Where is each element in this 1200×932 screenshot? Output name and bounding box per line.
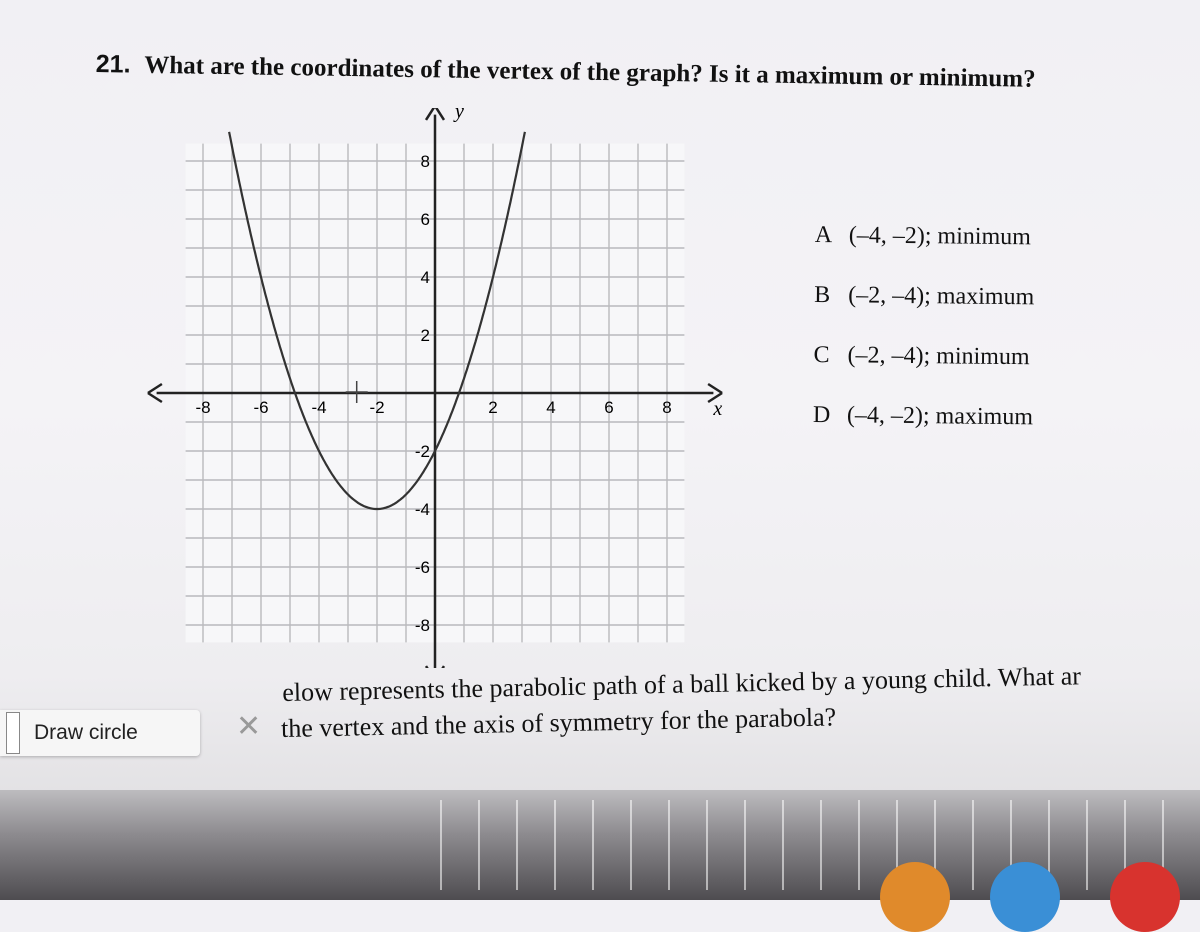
choice-b[interactable]: [814, 282, 1035, 344]
close-icon[interactable]: ✕: [236, 712, 266, 742]
y-axis-label: y: [453, 108, 464, 123]
choice-letter: A: [815, 222, 849, 249]
question-title: [96, 50, 1196, 96]
choice-a[interactable]: [814, 222, 1035, 284]
choice-c[interactable]: [813, 342, 1034, 404]
x-tick-label: -8: [195, 398, 210, 417]
choice-text: (–2, –4); maximum: [848, 282, 1034, 310]
x-tick-label: 6: [604, 398, 613, 417]
choice-letter: D: [813, 402, 847, 429]
y-tick-label: -4: [415, 500, 430, 519]
next-question-text: [282, 661, 1082, 750]
x-tick-label: 4: [546, 398, 555, 417]
y-tick-label: 4: [421, 268, 430, 287]
draw-circle-label: Draw circle: [34, 721, 138, 745]
question-number: 21.: [96, 50, 131, 79]
y-tick-label: 6: [421, 210, 430, 229]
y-tick-label: 8: [421, 152, 430, 171]
next-question-line-1: elow represents the parabolic path of a ball kicked by a young child. What ar: [282, 661, 1081, 714]
dock-app-icon-red[interactable]: [1110, 862, 1180, 932]
x-tick-label: -6: [253, 398, 268, 417]
choice-text: (–2, –4); minimum: [847, 342, 1029, 370]
dock-app-icon-orange[interactable]: [880, 862, 950, 932]
partial-graph-preview: [440, 800, 1200, 890]
choice-d[interactable]: [812, 402, 1033, 464]
y-tick-label: 2: [421, 326, 430, 345]
x-tick-label: -2: [369, 398, 384, 417]
color-swatch: [6, 712, 20, 754]
choice-letter: C: [813, 342, 847, 369]
choice-text: (–4, –2); maximum: [847, 402, 1033, 430]
x-tick-label: 2: [488, 398, 497, 417]
x-tick-label: 8: [662, 398, 671, 417]
dock-app-icon-blue[interactable]: [990, 862, 1060, 932]
x-axis-label: x: [712, 398, 722, 420]
choice-letter: B: [814, 282, 848, 309]
x-tick-label: -4: [311, 398, 326, 417]
y-tick-label: -2: [415, 442, 430, 461]
partial-grid: [440, 800, 1200, 890]
y-tick-label: -6: [415, 558, 430, 577]
y-tick-label: -8: [415, 616, 430, 635]
choice-text: (–4, –2); minimum: [849, 222, 1031, 250]
next-question-line-2: the vertex and the axis of symmetry for the parabola?: [281, 697, 1082, 750]
answer-choices: [812, 222, 1034, 464]
draw-circle-button[interactable]: [0, 710, 200, 756]
question-text: What are the coordinates of the vertex of the graph? Is it a maximum or minimum?: [144, 52, 1036, 93]
coordinate-graph: [130, 108, 750, 668]
